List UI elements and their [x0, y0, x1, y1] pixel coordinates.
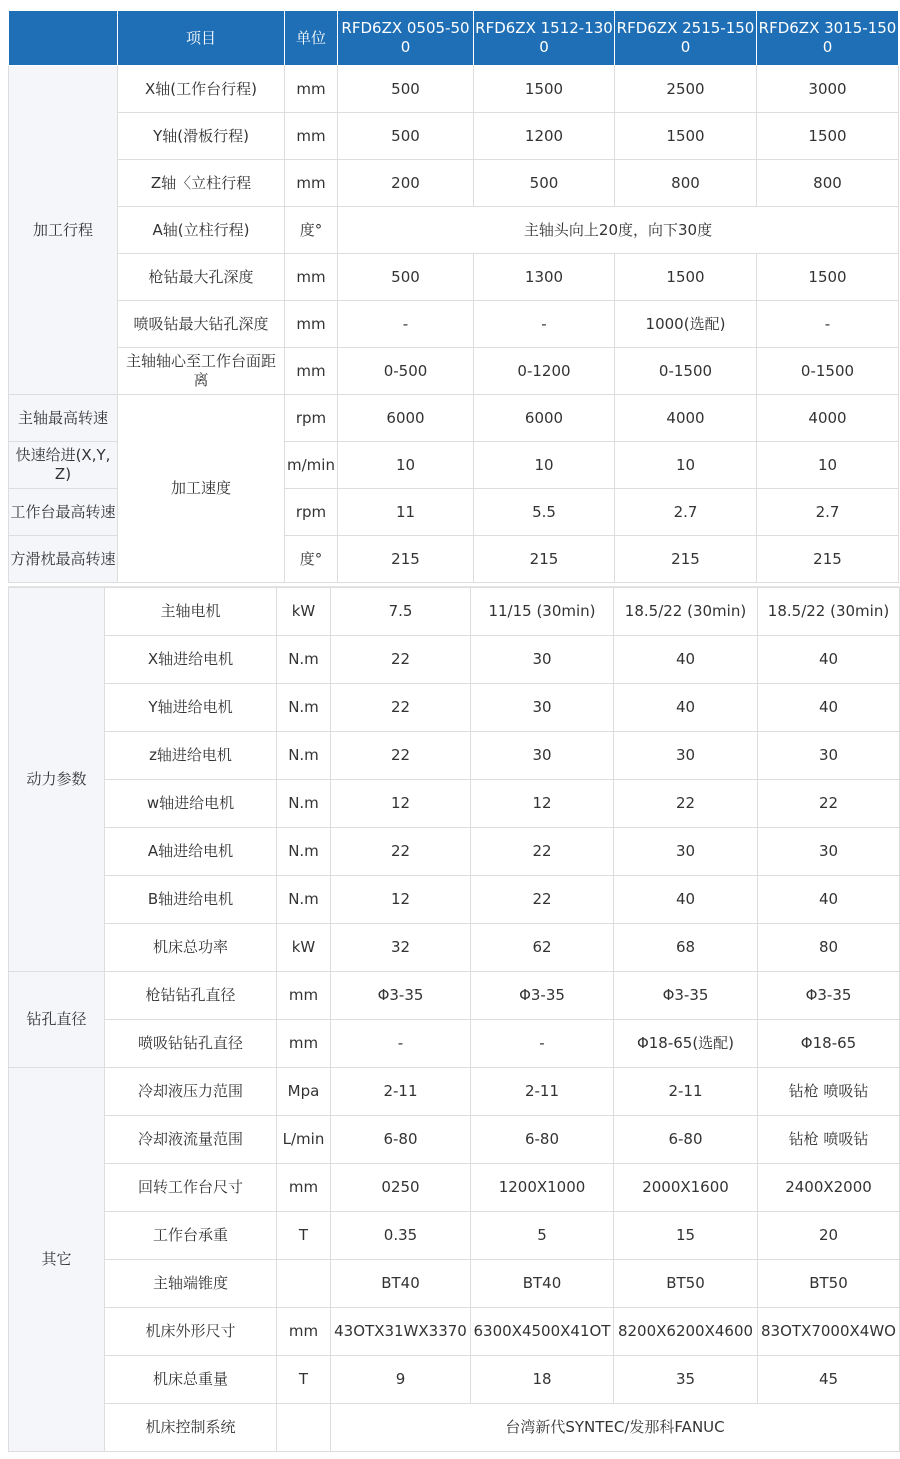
value-cell: BT50: [758, 1260, 900, 1308]
value-cell: 0-500: [338, 348, 474, 395]
value-cell: Φ3-35: [471, 972, 614, 1020]
value-cell: 40: [614, 876, 758, 924]
merged-value-cell: 台湾新代SYNTEC/发那科FANUC: [331, 1404, 900, 1452]
row-unit: N.m: [277, 876, 331, 924]
header-row: [9, 11, 899, 66]
row-unit: N.m: [277, 684, 331, 732]
row-unit: L/min: [277, 1116, 331, 1164]
row-unit: T: [277, 1356, 331, 1404]
row-unit: mm: [285, 113, 338, 160]
value-cell: 1500: [757, 254, 899, 301]
value-cell: 10: [474, 442, 615, 489]
row-label: 喷吸钻钻孔直径: [105, 1020, 277, 1068]
value-cell: Φ18-65(选配): [614, 1020, 758, 1068]
value-cell: 6000: [474, 395, 615, 442]
value-cell: 22: [758, 780, 900, 828]
row-label: 机床外形尺寸: [105, 1308, 277, 1356]
value-cell: 22: [331, 684, 471, 732]
value-cell: 18: [471, 1356, 614, 1404]
row-unit: 度°: [285, 207, 338, 254]
row-label: A轴(立柱行程): [118, 207, 285, 254]
group-label-travel: 加工行程: [9, 66, 118, 395]
value-cell: 12: [331, 780, 471, 828]
row-unit: [277, 1260, 331, 1308]
value-cell: 2.7: [757, 489, 899, 536]
value-cell: -: [471, 1020, 614, 1068]
value-cell: 18.5/22 (30min): [758, 588, 900, 636]
row-label: 工作台最高转速: [9, 489, 118, 536]
value-cell: 0-1500: [615, 348, 757, 395]
table-row: [9, 924, 900, 972]
value-cell: BT40: [471, 1260, 614, 1308]
value-cell: BT40: [331, 1260, 471, 1308]
value-cell: 18.5/22 (30min): [614, 588, 758, 636]
table-row: [9, 66, 899, 113]
value-cell: 5.5: [474, 489, 615, 536]
row-label: A轴进给电机: [105, 828, 277, 876]
value-cell: 30: [471, 684, 614, 732]
row-unit: mm: [277, 1020, 331, 1068]
row-label: w轴进给电机: [105, 780, 277, 828]
value-cell: -: [757, 301, 899, 348]
value-cell: -: [338, 301, 474, 348]
value-cell: 2.7: [615, 489, 757, 536]
row-unit: [277, 1404, 331, 1452]
value-cell: 12: [331, 876, 471, 924]
value-cell: 0.35: [331, 1212, 471, 1260]
value-cell: Φ18-65: [758, 1020, 900, 1068]
table-row: [9, 828, 900, 876]
value-cell: 10: [338, 442, 474, 489]
group-label-other: 其它: [9, 1068, 105, 1452]
table-row: [9, 876, 900, 924]
value-cell: 3000: [757, 66, 899, 113]
value-cell: 9: [331, 1356, 471, 1404]
value-cell: 68: [614, 924, 758, 972]
row-unit: mm: [285, 348, 338, 395]
row-label: 机床总功率: [105, 924, 277, 972]
value-cell: 45: [758, 1356, 900, 1404]
value-cell: 80: [758, 924, 900, 972]
table-row: [9, 1404, 900, 1452]
spec-table-lower: [8, 587, 900, 1452]
value-cell: Φ3-35: [331, 972, 471, 1020]
value-cell: 0250: [331, 1164, 471, 1212]
value-cell: 800: [757, 160, 899, 207]
value-cell: 6-80: [331, 1116, 471, 1164]
value-cell: 2400X2000: [758, 1164, 900, 1212]
value-cell: 215: [474, 536, 615, 583]
row-label: B轴进给电机: [105, 876, 277, 924]
value-cell: 0-1200: [474, 348, 615, 395]
value-cell: 40: [614, 636, 758, 684]
value-cell: 1500: [615, 254, 757, 301]
header-unit: 单位: [285, 11, 338, 66]
value-cell: 7.5: [331, 588, 471, 636]
row-unit: kW: [277, 588, 331, 636]
header-model-3: RFD6ZX 2515-1500: [615, 11, 757, 66]
row-label: z轴进给电机: [105, 732, 277, 780]
row-label: 枪钻钻孔直径: [105, 972, 277, 1020]
value-cell: 215: [338, 536, 474, 583]
row-label: Y轴(滑板行程): [118, 113, 285, 160]
row-unit: N.m: [277, 636, 331, 684]
table-row: [9, 1308, 900, 1356]
value-cell: 2000X1600: [614, 1164, 758, 1212]
value-cell: 215: [615, 536, 757, 583]
row-label: 枪钻最大孔深度: [118, 254, 285, 301]
value-cell: 215: [757, 536, 899, 583]
group-label-speed: 加工速度: [118, 395, 285, 583]
value-cell: 10: [615, 442, 757, 489]
value-cell: 10: [757, 442, 899, 489]
value-cell: BT50: [614, 1260, 758, 1308]
row-unit: mm: [285, 160, 338, 207]
value-cell: 800: [615, 160, 757, 207]
value-cell: 20: [758, 1212, 900, 1260]
value-cell: 40: [758, 636, 900, 684]
row-label: 主轴最高转速: [9, 395, 118, 442]
merged-value-cell: 主轴头向上20度，向下30度: [338, 207, 899, 254]
value-cell: 22: [331, 732, 471, 780]
value-cell: 1300: [474, 254, 615, 301]
table-row: [9, 348, 899, 395]
header-item: 项目: [118, 11, 285, 66]
row-unit: mm: [277, 1308, 331, 1356]
row-label: 方滑枕最高转速: [9, 536, 118, 583]
value-cell: 32: [331, 924, 471, 972]
row-label: 冷却液流量范围: [105, 1116, 277, 1164]
value-cell: 30: [758, 828, 900, 876]
value-cell: 1500: [757, 113, 899, 160]
header-blank-cell: [9, 11, 118, 66]
row-label: 机床总重量: [105, 1356, 277, 1404]
row-unit: rpm: [285, 489, 338, 536]
table-row: [9, 684, 900, 732]
table-row: [9, 1164, 900, 1212]
value-cell: 1500: [615, 113, 757, 160]
row-unit: kW: [277, 924, 331, 972]
value-cell: 22: [471, 876, 614, 924]
row-label: 工作台承重: [105, 1212, 277, 1260]
value-cell: 22: [471, 828, 614, 876]
value-cell: 11: [338, 489, 474, 536]
value-cell: 40: [614, 684, 758, 732]
value-cell: 1200X1000: [471, 1164, 614, 1212]
table-row: [9, 780, 900, 828]
row-unit: mm: [285, 66, 338, 113]
table-row: [9, 636, 900, 684]
value-cell: 22: [331, 828, 471, 876]
value-cell: 30: [471, 732, 614, 780]
value-cell: 4000: [757, 395, 899, 442]
value-cell: 6300X4500X41OT: [471, 1308, 614, 1356]
row-label: X轴进给电机: [105, 636, 277, 684]
spec-table-upper: [8, 10, 899, 583]
table-row: [9, 1212, 900, 1260]
value-cell: -: [474, 301, 615, 348]
row-unit: Mpa: [277, 1068, 331, 1116]
table-row: [9, 113, 899, 160]
row-label: 冷却液压力范围: [105, 1068, 277, 1116]
table-row: [9, 1068, 900, 1116]
header-model-2: RFD6ZX 1512-1300: [474, 11, 615, 66]
value-cell: 0-1500: [757, 348, 899, 395]
row-unit: m/min: [285, 442, 338, 489]
table-row: [9, 732, 900, 780]
value-cell: 22: [331, 636, 471, 684]
row-label: 主轴轴心至工作台面距离: [118, 348, 285, 395]
value-cell: 40: [758, 684, 900, 732]
value-cell: 30: [614, 732, 758, 780]
value-cell: Φ3-35: [614, 972, 758, 1020]
value-cell: 8200X6200X4600: [614, 1308, 758, 1356]
value-cell: 4000: [615, 395, 757, 442]
row-unit: mm: [277, 972, 331, 1020]
row-unit: mm: [285, 254, 338, 301]
value-cell: 43OTX31WX3370: [331, 1308, 471, 1356]
group-label-diameter: 钻孔直径: [9, 972, 105, 1068]
table-row: [9, 1260, 900, 1308]
row-label: Z轴〈立柱行程: [118, 160, 285, 207]
value-cell: 500: [338, 113, 474, 160]
value-cell: 1500: [474, 66, 615, 113]
table-row: [9, 395, 899, 442]
value-cell: 30: [471, 636, 614, 684]
row-label: Y轴进给电机: [105, 684, 277, 732]
row-unit: mm: [285, 301, 338, 348]
row-unit: T: [277, 1212, 331, 1260]
value-cell: 30: [758, 732, 900, 780]
table-row: [9, 1116, 900, 1164]
table-row: [9, 301, 899, 348]
table-row: [9, 160, 899, 207]
value-cell: 83OTX7000X4WO: [758, 1308, 900, 1356]
value-cell: 500: [474, 160, 615, 207]
row-label: 回转工作台尺寸: [105, 1164, 277, 1212]
value-cell: 62: [471, 924, 614, 972]
row-unit: rpm: [285, 395, 338, 442]
table-row: [9, 972, 900, 1020]
row-label: 主轴端锥度: [105, 1260, 277, 1308]
value-cell: 12: [471, 780, 614, 828]
value-cell: 200: [338, 160, 474, 207]
table-row: [9, 1020, 900, 1068]
row-unit: N.m: [277, 732, 331, 780]
value-cell: Φ3-35: [758, 972, 900, 1020]
row-unit: mm: [277, 1164, 331, 1212]
value-cell: 2500: [615, 66, 757, 113]
value-cell: 35: [614, 1356, 758, 1404]
value-cell: 1200: [474, 113, 615, 160]
value-cell: 2-11: [471, 1068, 614, 1116]
table-row: [9, 588, 900, 636]
value-cell: 钻枪 喷吸钻: [758, 1116, 900, 1164]
row-unit: 度°: [285, 536, 338, 583]
header-model-4: RFD6ZX 3015-1500: [757, 11, 899, 66]
value-cell: 30: [614, 828, 758, 876]
row-label: X轴(工作台行程): [118, 66, 285, 113]
row-label: 主轴电机: [105, 588, 277, 636]
value-cell: 2-11: [331, 1068, 471, 1116]
header-model-1: RFD6ZX 0505-500: [338, 11, 474, 66]
row-unit: N.m: [277, 828, 331, 876]
group-label-power: 动力参数: [9, 588, 105, 972]
value-cell: 1000(选配): [615, 301, 757, 348]
value-cell: 15: [614, 1212, 758, 1260]
value-cell: 6000: [338, 395, 474, 442]
table-row: [9, 207, 899, 254]
row-label: 机床控制系统: [105, 1404, 277, 1452]
value-cell: 11/15 (30min): [471, 588, 614, 636]
row-label: 喷吸钻最大钻孔深度: [118, 301, 285, 348]
value-cell: 500: [338, 254, 474, 301]
value-cell: 钻枪 喷吸钻: [758, 1068, 900, 1116]
table-row: [9, 1356, 900, 1404]
value-cell: 500: [338, 66, 474, 113]
table-row: [9, 254, 899, 301]
value-cell: 6-80: [471, 1116, 614, 1164]
value-cell: -: [331, 1020, 471, 1068]
value-cell: 22: [614, 780, 758, 828]
value-cell: 5: [471, 1212, 614, 1260]
value-cell: 40: [758, 876, 900, 924]
value-cell: 6-80: [614, 1116, 758, 1164]
value-cell: 2-11: [614, 1068, 758, 1116]
row-unit: N.m: [277, 780, 331, 828]
row-label: 快速给进(X,Y,Z): [9, 442, 118, 489]
